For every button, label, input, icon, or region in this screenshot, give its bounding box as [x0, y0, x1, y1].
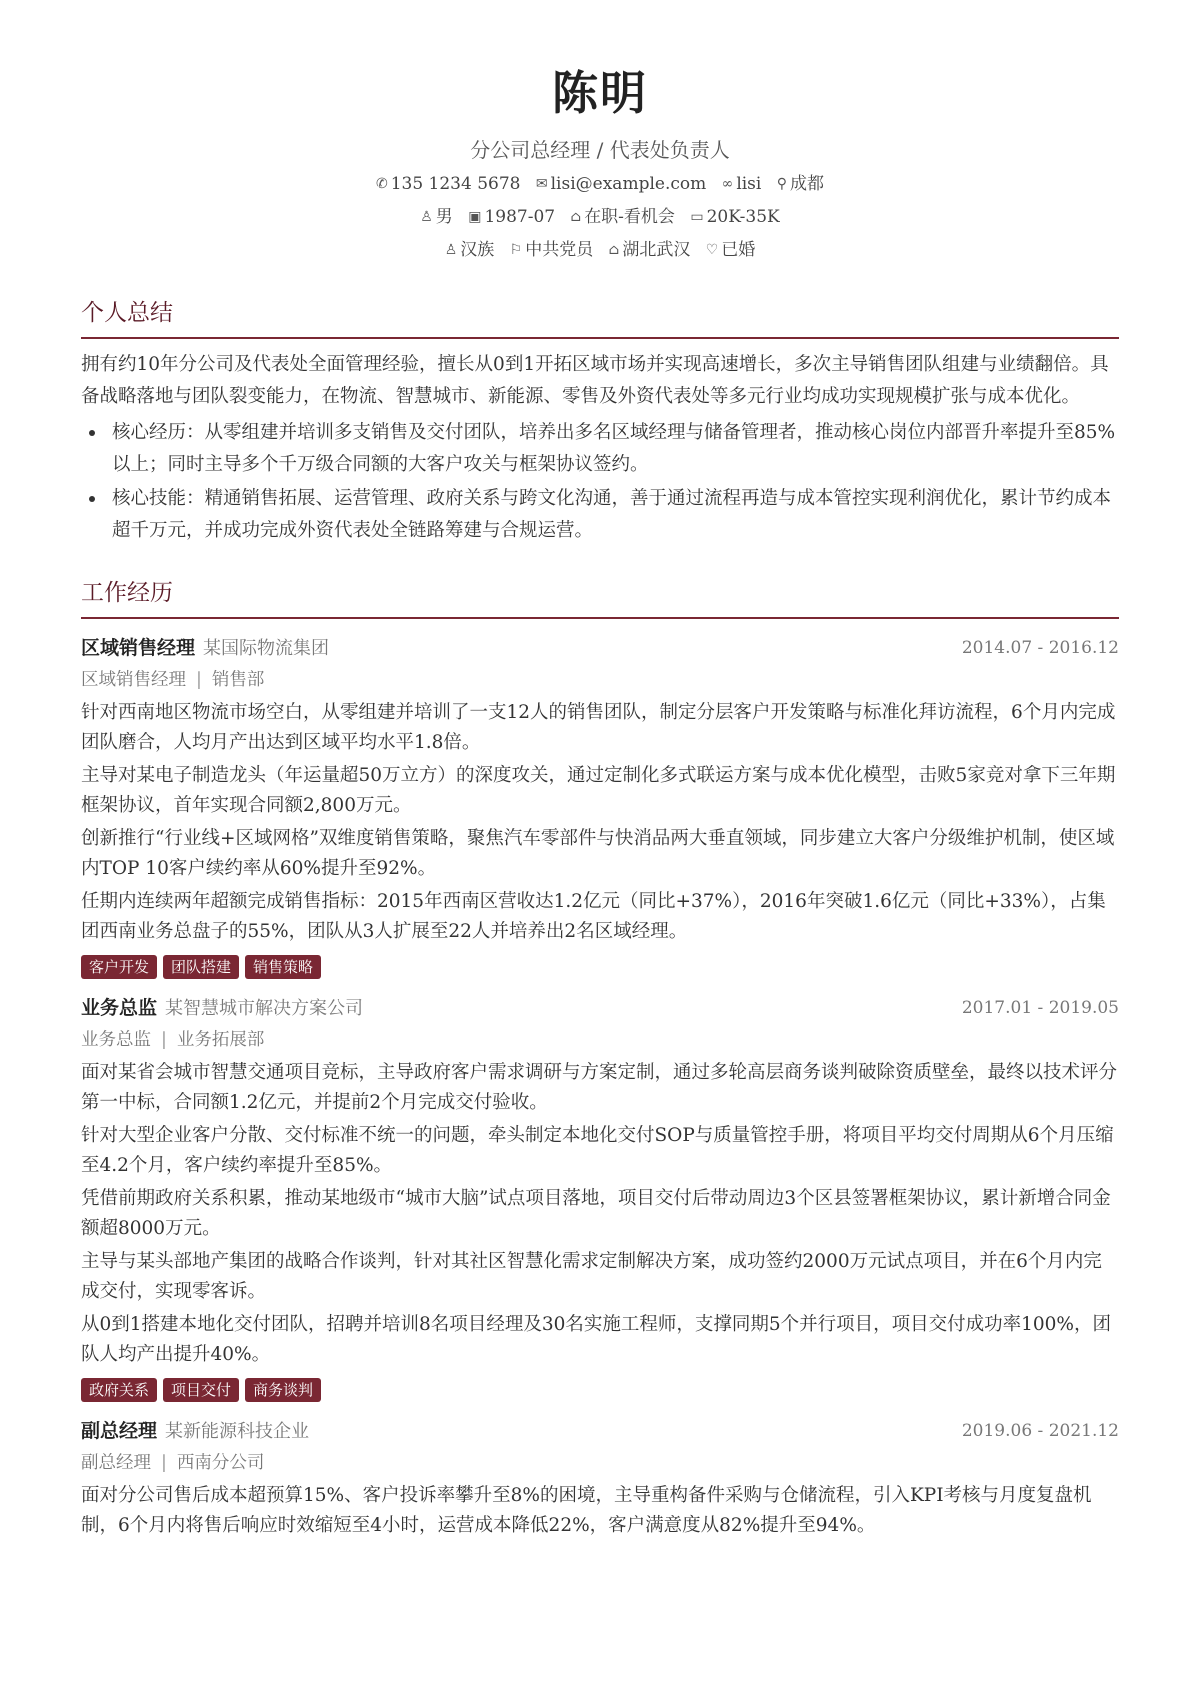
experience-section: [81, 577, 1119, 1541]
job-date: 2019.06 - 2021.12: [961, 1421, 1119, 1441]
politics-item: [510, 237, 594, 263]
job-paragraph: 从0到1搭建本地化交付团队，招聘并培训8名项目经理及30名实施工程师，支撑同期5个并行项目，项目交付成功率100%，团队人均产出提升40%。: [81, 1314, 1112, 1365]
skill-tag: 商务谈判: [245, 1378, 321, 1402]
job-paragraph: 任期内连续两年超额完成销售指标：2015年西南区营收达1.2亿元（同比+37%），2016年突破1.6亿元（同比+33%），占集团西南业务总盘子的55%，团队从3人扩展至22人并培养出2名区域经理。: [81, 891, 1106, 942]
job-paragraph: 面对分公司售后成本超预算15%、客户投诉率攀升至8%的困境，主导重构备件采购与仓储流程，引入KPI考核与月度复盘机制，6个月内将售后响应时效缩短至4小时，运营成本降低22%，客户满意度从82%提升至94%。: [81, 1485, 1092, 1536]
contact-line: [81, 171, 1119, 197]
job-header: [81, 631, 1119, 665]
job-title: 区域销售经理: [81, 637, 196, 659]
job-paragraph: 主导与某头部地产集团的战略合作谈判，针对其社区智慧化需求定制解决方案，成功签约2000万元试点项目，并在6个月内完成交付，实现零客诉。: [81, 1251, 1102, 1302]
person-icon: ♙: [420, 209, 433, 225]
skill-tag: 政府关系: [81, 1378, 157, 1402]
email-value: lisi@example.com: [550, 174, 707, 194]
marital-value: 已婚: [721, 240, 756, 260]
salary-value: 20K-35K: [706, 207, 780, 227]
job-entry: [81, 631, 1119, 981]
job-paragraph: 针对西南地区物流市场空白，从零组建并培训了一支12人的销售团队，制定分层客户开发策略与标准化拜访流程，6个月内完成团队磨合，人均月产出达到区域平均水平1.8倍。: [81, 702, 1116, 753]
job-header: [81, 1414, 1119, 1448]
job-entry: [81, 1414, 1119, 1541]
status-item: [570, 204, 674, 230]
ethnicity-value: 汉族: [460, 240, 495, 260]
hometown-value: 湖北武汉: [622, 240, 691, 260]
job-title: 副总经理: [81, 1420, 158, 1442]
city-item: [777, 171, 824, 197]
job-dept: 销售部: [211, 670, 265, 690]
wechat-item: [722, 171, 762, 197]
group-icon: ♙: [444, 242, 458, 258]
candidate-name: 陈明: [552, 66, 648, 120]
job-role-line: [81, 665, 1119, 695]
birth-item: [468, 204, 555, 230]
job-paragraph: 主导对某电子制造龙头（年运量超50万立方）的深度攻关，通过定制化多式联运方案与成本优化模型，击败5家竞对拿下三年期框架协议，首年实现合同额2,800万元。: [81, 765, 1116, 816]
job-title: 业务总监: [81, 997, 158, 1019]
summary-title: 个人总结: [81, 297, 1119, 339]
summary-bullets: [81, 417, 1119, 547]
experience-title: 工作经历: [81, 577, 1119, 619]
job-company: 某国际物流集团: [203, 638, 330, 659]
home-icon: ⌂: [608, 242, 620, 258]
skill-tag: 团队搭建: [163, 955, 239, 979]
city-value: 成都: [790, 174, 825, 194]
building-icon: ⌂: [570, 209, 582, 225]
ethnicity-item: [445, 237, 495, 263]
money-icon: ▭: [690, 209, 704, 225]
status-value: 在职-看机会: [584, 207, 675, 227]
job-role: 副总经理: [81, 1453, 151, 1473]
heart-icon: ♡: [705, 242, 719, 258]
job-tags: [81, 955, 1119, 981]
job-entry: [81, 991, 1119, 1404]
job-paragraph: 创新推行“行业线+区域网格”双维度销售策略，聚焦汽车零部件与快消品两大垂直领域，同步建立大客户分级维护机制，使区域内TOP 10客户续约率从60%提升至92%。: [81, 828, 1115, 879]
hometown-item: [609, 237, 691, 263]
summary-bullet: 核心经历：从零组建并培训多支销售及交付团队，培养出多名区域经理与储备管理者，推动核心岗位内部晋升率提升至85%以上；同时主导多个千万级合同额的大客户攻关与框架协议签约。: [81, 417, 1119, 481]
job-role: 区域销售经理: [81, 670, 186, 690]
job-dept: 西南分公司: [176, 1453, 265, 1473]
job-date: 2017.01 - 2019.05: [961, 998, 1119, 1018]
job-dept: 业务拓展部: [176, 1030, 265, 1050]
birth-value: 1987-07: [484, 207, 556, 227]
personal-info-line: [81, 237, 1119, 263]
link-icon: ∞: [721, 176, 734, 192]
phone-value: 135 1234 5678: [390, 174, 521, 194]
separator: |: [196, 670, 202, 690]
candidate-subtitle: 分公司总经理 / 代表处负责人: [470, 138, 730, 162]
job-tags: [81, 1378, 1119, 1404]
summary-section: [81, 297, 1119, 547]
summary-bullet: 核心技能：精通销售拓展、运营管理、政府关系与跨文化沟通，善于通过流程再造与成本管控实现利润优化，累计节约成本超千万元，并成功完成外资代表处全链路筹建与合规运营。: [81, 483, 1119, 547]
separator: |: [161, 1453, 167, 1473]
salary-item: [690, 204, 779, 230]
location-pin-icon: ⚲: [776, 176, 788, 192]
job-date: 2014.07 - 2016.12: [961, 638, 1119, 658]
job-paragraph: 针对大型企业客户分散、交付标准不统一的问题，牵头制定本地化交付SOP与质量管控手册，将项目平均交付周期从6个月压缩至4.2个月，客户续约率提升至85%。: [81, 1125, 1114, 1176]
job-role: 业务总监: [81, 1030, 151, 1050]
basic-info-line: [81, 204, 1119, 230]
phone-icon: ✆: [375, 176, 388, 192]
job-header: [81, 991, 1119, 1025]
politics-value: 中共党员: [525, 240, 594, 260]
marital-item: [706, 237, 756, 263]
skill-tag: 销售策略: [245, 955, 321, 979]
wechat-value: lisi: [736, 174, 762, 194]
mail-icon: ✉: [535, 176, 548, 192]
skill-tag: 项目交付: [163, 1378, 239, 1402]
email-item[interactable]: [536, 171, 706, 197]
job-role-line: [81, 1025, 1119, 1055]
calendar-icon: ▣: [468, 209, 482, 225]
job-company: 某新能源科技企业: [165, 1421, 310, 1442]
separator: |: [161, 1030, 167, 1050]
job-paragraph: 面对某省会城市智慧交通项目竞标，主导政府客户需求调研与方案定制，通过多轮高层商务谈判破除资质壁垒，最终以技术评分第一中标，合同额1.2亿元，并提前2个月完成交付验收。: [81, 1062, 1118, 1113]
job-paragraph: 凭借前期政府关系积累，推动某地级市“城市大脑”试点项目落地，项目交付后带动周边3个区县签署框架协议，累计新增合同金额超8000万元。: [81, 1188, 1111, 1239]
gender-item: [420, 204, 453, 230]
skill-tag: 客户开发: [81, 955, 157, 979]
gender-value: 男: [435, 207, 453, 227]
job-role-line: [81, 1448, 1119, 1478]
job-company: 某智慧城市解决方案公司: [165, 998, 364, 1019]
phone-item[interactable]: [376, 171, 521, 197]
summary-intro: 拥有约10年分公司及代表处全面管理经验，擅长从0到1开拓区域市场并实现高速增长，多次主导销售团队组建与业绩翻倍。具备战略落地与团队裂变能力，在物流、智慧城市、新能源、零售及外资代表处等多元行业均成功实现规模扩张与成本优化。: [81, 354, 1109, 407]
flag-icon: ⚐: [509, 242, 523, 258]
